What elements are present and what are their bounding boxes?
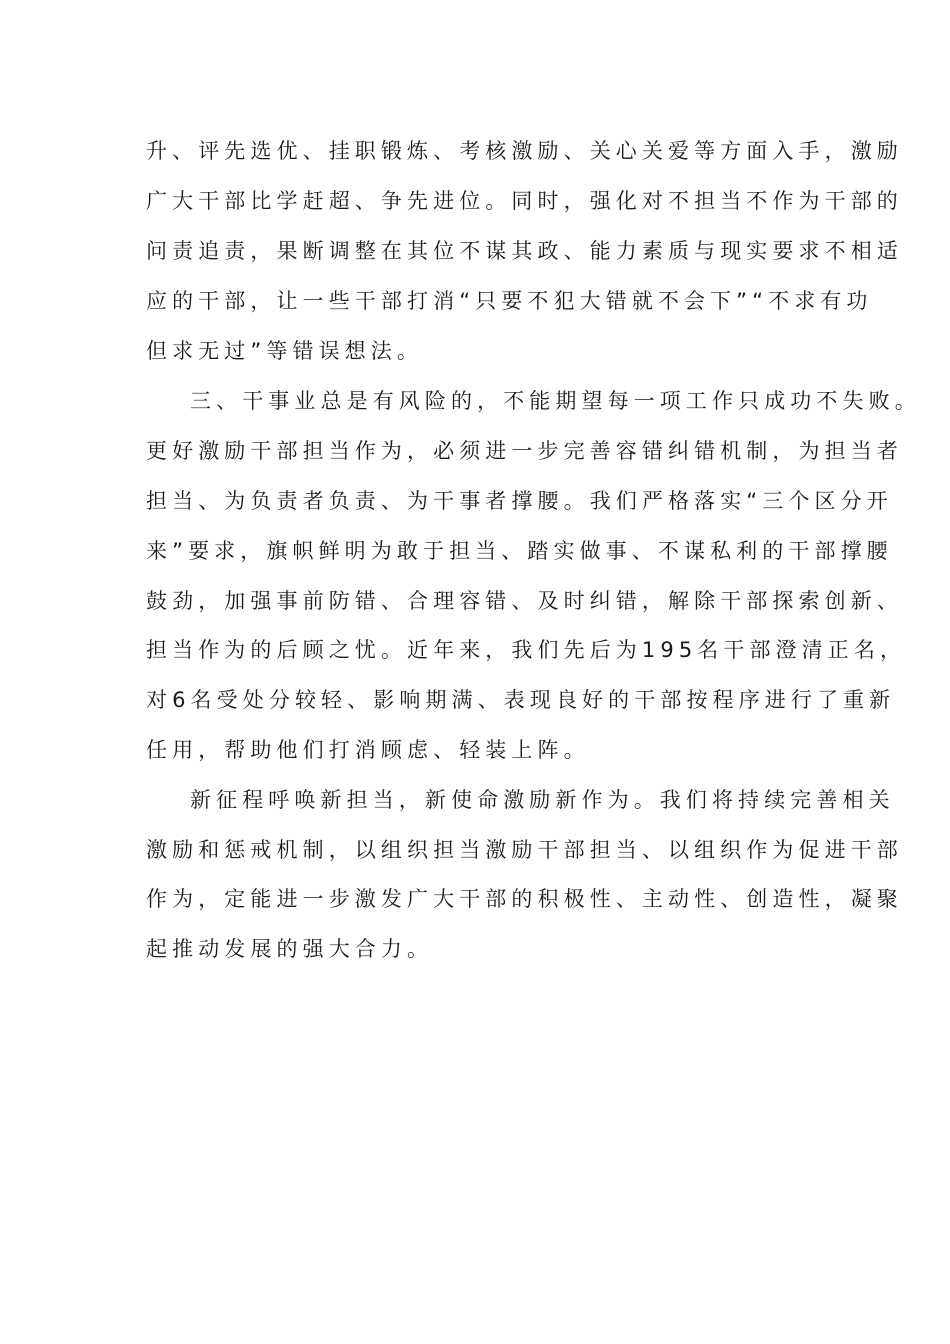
paragraph-start-line-6: 三、干事业总是有风险的，不能期望每一项工作只成功不失败。: [190, 389, 921, 413]
text-line-1: 升、评先选优、挂职锻炼、考核激励、关心关爱等方面入手，激励: [146, 139, 903, 163]
text-line-2: 广大干部比学赶超、争先进位。同时，强化对不担当不作为干部的: [146, 189, 903, 213]
text-line-5: 但求无过”等错误想法。: [146, 339, 423, 363]
text-line-4: 应的干部，让一些干部打消“只要不犯大错就不会下”“不求有功: [146, 289, 873, 313]
text-line-11: 担当作为的后顾之忧。近年来，我们先后为195名干部澄清正名，: [146, 638, 907, 662]
paragraph-start-line-14: 新征程呼唤新担当，新使命激励新作为。我们将持续完善相关: [190, 788, 895, 812]
text-line-12: 对6名受处分较轻、影响期满、表现良好的干部按程序进行了重新: [146, 688, 896, 712]
text-line-17: 起推动发展的强大合力。: [146, 937, 434, 961]
text-line-13: 任用，帮助他们打消顾虑、轻装上阵。: [146, 738, 590, 762]
text-line-16: 作为，定能进一步激发广大干部的积极性、主动性、创造性，凝聚: [146, 887, 903, 911]
text-line-9: 来”要求，旗帜鲜明为敢于担当、踏实做事、不谋私利的干部撑腰: [146, 539, 893, 563]
text-line-3: 问责追责，果断调整在其位不谋其政、能力素质与现实要求不相适: [146, 239, 903, 263]
text-line-8: 担当、为负责者负责、为干事者撑腰。我们严格落实“三个区分开: [146, 489, 893, 513]
text-line-7: 更好激励干部担当作为，必须进一步完善容错纠错机制，为担当者: [146, 439, 903, 463]
text-line-15: 激励和惩戒机制，以组织担当激励干部担当、以组织作为促进干部: [146, 838, 903, 862]
text-line-10: 鼓劲，加强事前防错、合理容错、及时纠错，解除干部探索创新、: [146, 589, 903, 613]
